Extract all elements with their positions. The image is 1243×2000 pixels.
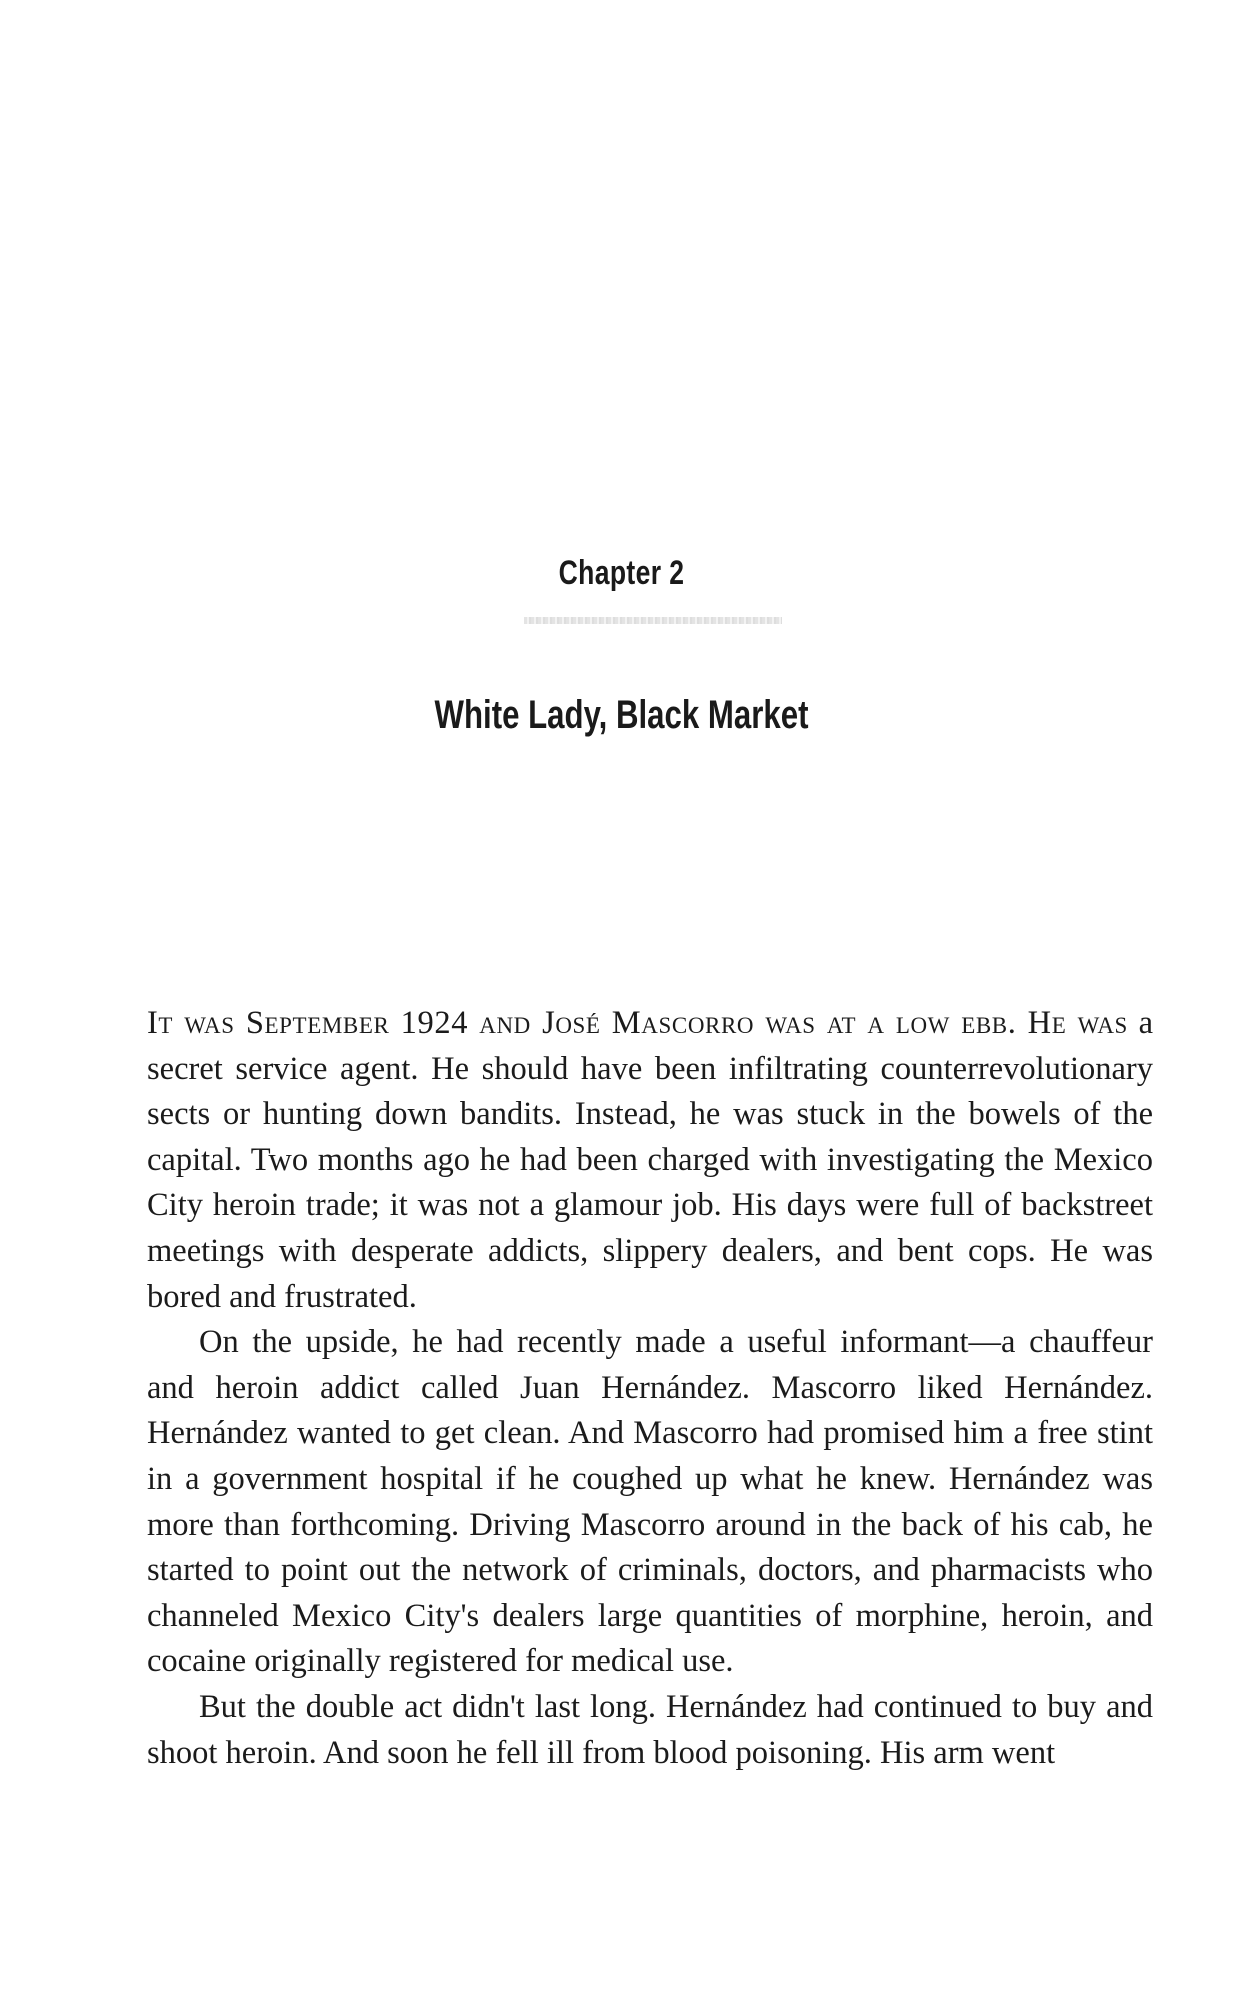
chapter-divider bbox=[524, 617, 782, 624]
paragraph-1-text: a secret service agent. He should have been infiltrating counterrevolutionary sects or hunting down bandits. Instead, he was stuck in the bowels of the capital. Two months ago he had been charged with investigating the Mexico City heroin trade; it was not a glamour job. His days were full of backstreet meetings with desperate addicts, slippery dealers, and bent cops. He was bored and frustrated. bbox=[147, 1005, 1153, 1315]
chapter-body bbox=[147, 1001, 1153, 1776]
opening-smallcaps: It was September 1924 and José Mascorro was at a low ebb. He was bbox=[147, 1005, 1128, 1041]
paragraph-3: But the double act didn't last long. Hernández had continued to buy and shoot heroin. And soon he fell ill from blood poisoning. His arm went bbox=[147, 1688, 1153, 1771]
paragraph-1 bbox=[147, 1001, 1153, 1320]
chapter-title: White Lady, Black Market bbox=[434, 693, 809, 737]
chapter-label: Chapter 2 bbox=[558, 554, 685, 592]
paragraph-2: On the upside, he had recently made a useful informant—a chauffeur and heroin addict called Juan Hernández. Mascorro liked Hernández. Hernández wanted to get clean. And Mascorro had promised him a free stint in a government hospital if he coughed up what he knew. Hernández was more than forthcoming. Driving Mascorro around in the back of his cab, he started to point out the network of criminals, doctors, and pharmacists who channeled Mexico City's dealers large quantities of morphine, heroin, and cocaine originally registered for medical use. bbox=[147, 1324, 1153, 1680]
